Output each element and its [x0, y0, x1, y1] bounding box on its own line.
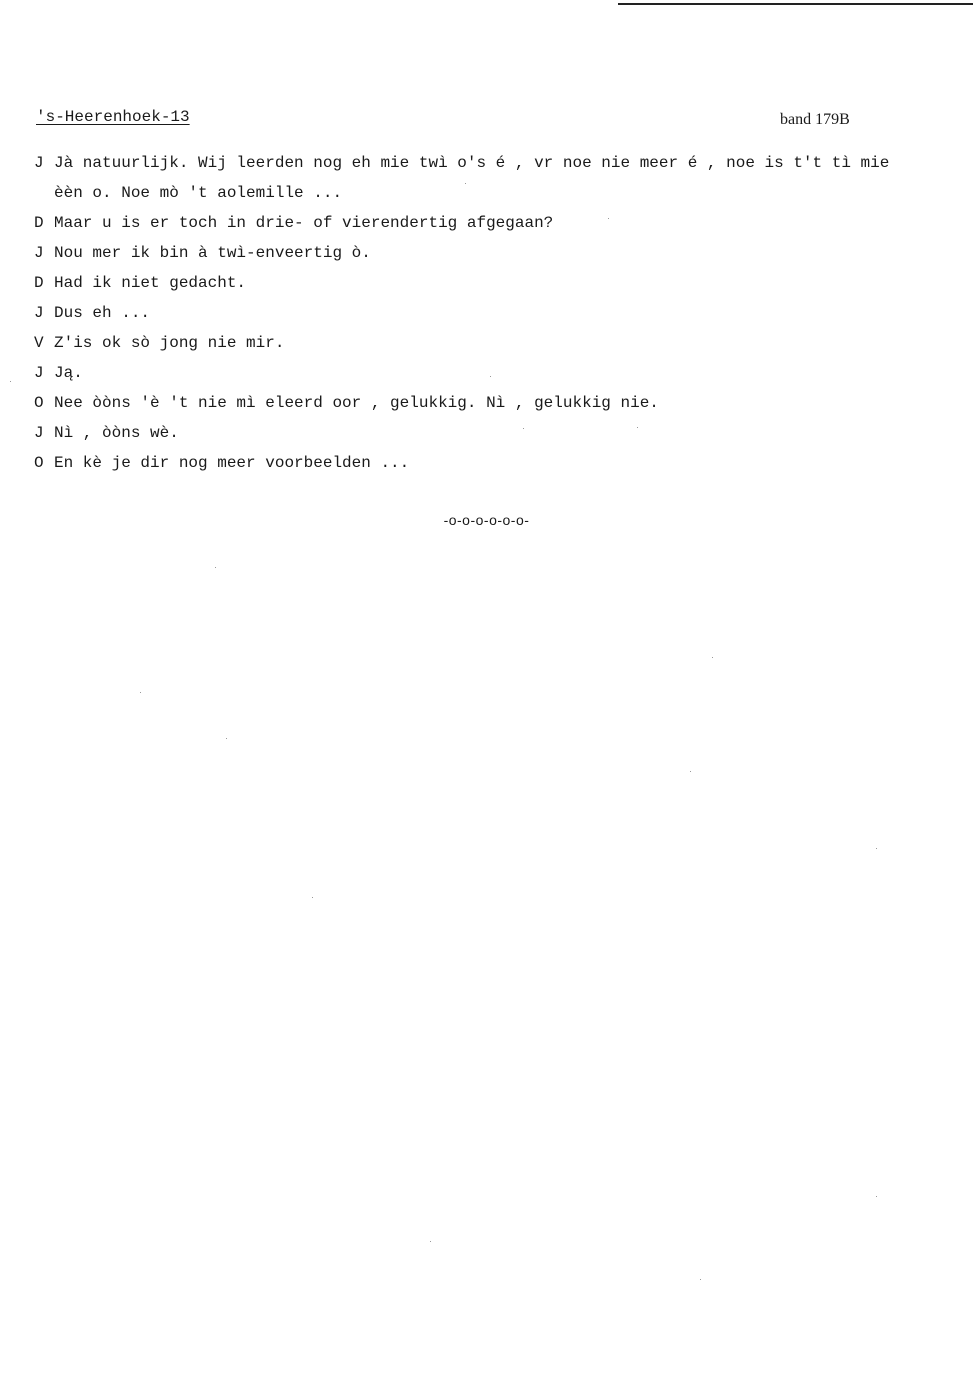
- band-label: band 179B: [780, 111, 850, 128]
- scan-speck: [876, 848, 877, 849]
- speaker-label: V: [34, 334, 44, 352]
- speaker-label: J: [34, 304, 44, 322]
- transcript-line: [34, 328, 954, 358]
- scan-speck: [608, 218, 609, 219]
- utterance-text: Nee òòns 'è 't nie mì eleerd oor , gelukkig. Nì , gelukkig nie.: [54, 394, 659, 412]
- utterance-text: Ją.: [54, 364, 83, 382]
- speaker-label: D: [34, 214, 44, 232]
- transcript-line: [34, 208, 954, 238]
- scan-speck: [712, 657, 713, 658]
- transcript-line: [34, 298, 954, 328]
- scan-speck: [215, 567, 216, 568]
- scan-speck: [690, 771, 691, 772]
- transcript-line: [34, 358, 954, 388]
- transcript-line: [34, 448, 954, 478]
- speaker-label: O: [34, 454, 44, 472]
- transcript-line: [34, 238, 954, 268]
- document-title: 's-Heerenhoek-13: [36, 108, 190, 126]
- scan-speck: [637, 427, 638, 428]
- speaker-label: J: [34, 424, 44, 442]
- transcript-line: [34, 388, 954, 418]
- speaker-label: J: [34, 154, 44, 172]
- utterance-text: Maar u is er toch in drie- of vierendertig afgegaan?: [54, 214, 554, 232]
- utterance-text: Had ik niet gedacht.: [54, 274, 247, 292]
- utterance-text: Dus eh ...: [54, 304, 151, 322]
- utterance-text: èèn o. Noe mò 't aolemille ...: [54, 184, 343, 202]
- transcript-line: [34, 418, 954, 448]
- transcript: [34, 148, 954, 478]
- scan-speck: [10, 381, 11, 382]
- scan-speck: [226, 738, 227, 739]
- transcript-line: [34, 148, 954, 178]
- speaker-label: J: [34, 244, 44, 262]
- speaker-label: D: [34, 274, 44, 292]
- utterance-text: Jà natuurlijk. Wij leerden nog eh mie twì o's é , vr noe nie meer é , noe is t't tì mie: [54, 154, 890, 172]
- scan-speck: [876, 1196, 877, 1197]
- speaker-label: O: [34, 394, 44, 412]
- utterance-text: Nì , òòns wè.: [54, 424, 179, 442]
- scan-speck: [490, 376, 491, 377]
- utterance-text: Nou mer ik bin à twì-enveertig ò.: [54, 244, 371, 262]
- utterance-text: En kè je dir nog meer voorbeelden ...: [54, 454, 410, 472]
- top-rule: [618, 3, 973, 5]
- speaker-label: J: [34, 364, 44, 382]
- scan-speck: [430, 1241, 431, 1242]
- scan-speck: [523, 428, 524, 429]
- utterance-text: Z'is ok sò jong nie mir.: [54, 334, 285, 352]
- scan-speck: [312, 897, 313, 898]
- scan-speck: [140, 692, 141, 693]
- scan-speck: [465, 183, 466, 184]
- scan-speck: [700, 1279, 701, 1280]
- end-of-text-marker: -o-o-o-o-o-o-: [443, 512, 530, 528]
- transcript-line: [34, 178, 954, 208]
- transcript-line: [34, 268, 954, 298]
